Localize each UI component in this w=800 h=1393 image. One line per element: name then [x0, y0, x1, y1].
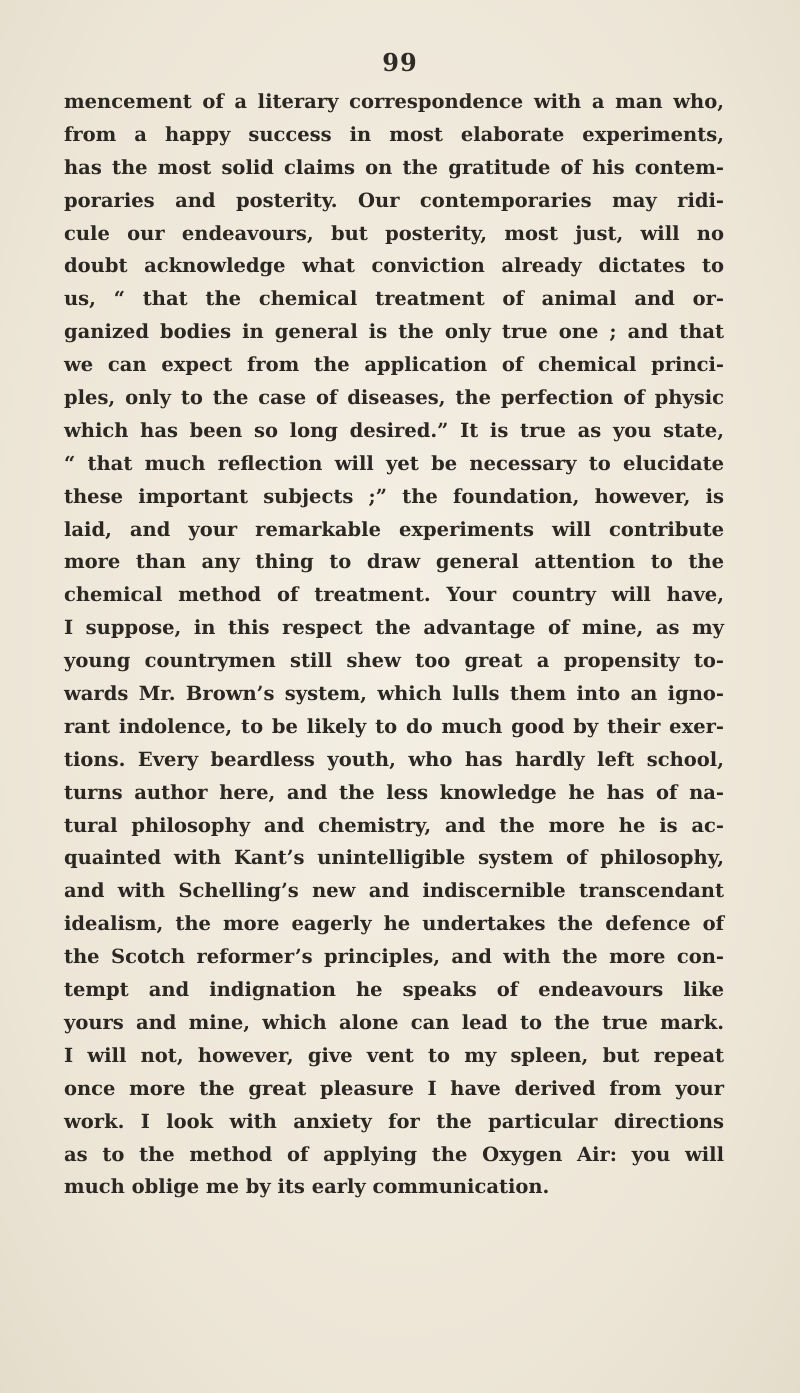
text-line: I will not, however, give vent to my spleen, but repeat [64, 1043, 724, 1067]
text-line: the Scotch reformer’s principles, and with the more con- [64, 945, 724, 969]
text-line: wards Mr. Brown’s system, which lulls them into an igno- [64, 682, 724, 706]
text-line: has the most solid claims on the gratitude of his contem- [64, 155, 724, 179]
text-line: “ that much reflection will yet be necessary to elucidate [64, 451, 724, 475]
text-line: idealism, the more eagerly he undertakes the defence of [64, 912, 724, 936]
text-line: these important subjects ;” the foundation, however, is [64, 484, 724, 508]
text-line: rant indolence, to be likely to do much good by their exer- [64, 714, 724, 738]
text-line: as to the method of applying the Oxygen Air: you will [64, 1142, 724, 1166]
text-line: laid, and your remarkable experiments will contribute [64, 517, 724, 541]
text-line: tural philosophy and chemistry, and the more he is ac- [64, 813, 724, 837]
text-line: ples, only to the case of diseases, the perfection of physic [64, 386, 724, 410]
text-line: chemical method of treatment. Your country will have, [64, 583, 724, 607]
text-line: us, “ that the chemical treatment of animal and or- [64, 287, 724, 311]
text-line: yours and mine, which alone can lead to the true mark. [64, 1010, 724, 1034]
text-line: ganized bodies in general is the only true one ; and that [64, 320, 724, 344]
text-line: which has been so long desired.” It is true as you state, [64, 418, 724, 442]
text-line: tempt and indignation he speaks of endeavours like [64, 978, 724, 1002]
text-line: much oblige me by its early communication. [64, 1175, 550, 1199]
text-line: tions. Every beardless youth, who has hardly left school, [64, 747, 724, 771]
text-line: mencement of a literary correspondence with a man who, [64, 90, 724, 113]
text-line: young countrymen still shew too great a propensity to- [64, 649, 724, 673]
text-line: from a happy success in most elaborate experiments, [64, 122, 724, 146]
text-line: cule our endeavours, but posterity, most just, will no [64, 221, 724, 245]
text-line: and with Schelling’s new and indiscernible transcendant [64, 879, 724, 903]
text-line: quainted with Kant’s unintelligible system of philosophy, [64, 846, 724, 870]
text-line: I suppose, in this respect the advantage of mine, as my [64, 616, 724, 640]
text-line: we can expect from the application of chemical princi- [64, 353, 724, 377]
page-number: 99 [382, 48, 418, 77]
text-line: turns author here, and the less knowledge he has of na- [64, 780, 724, 804]
text-line: work. I look with anxiety for the particular directions [64, 1109, 724, 1133]
text-line: doubt acknowledge what conviction already dictates to [64, 254, 724, 278]
body-text [64, 86, 724, 1204]
text-line: more than any thing to draw general attention to the [64, 550, 724, 574]
text-line: poraries and posterity. Our contemporaries may ridi- [64, 188, 724, 212]
text-line: once more the great pleasure I have derived from your [64, 1076, 724, 1100]
